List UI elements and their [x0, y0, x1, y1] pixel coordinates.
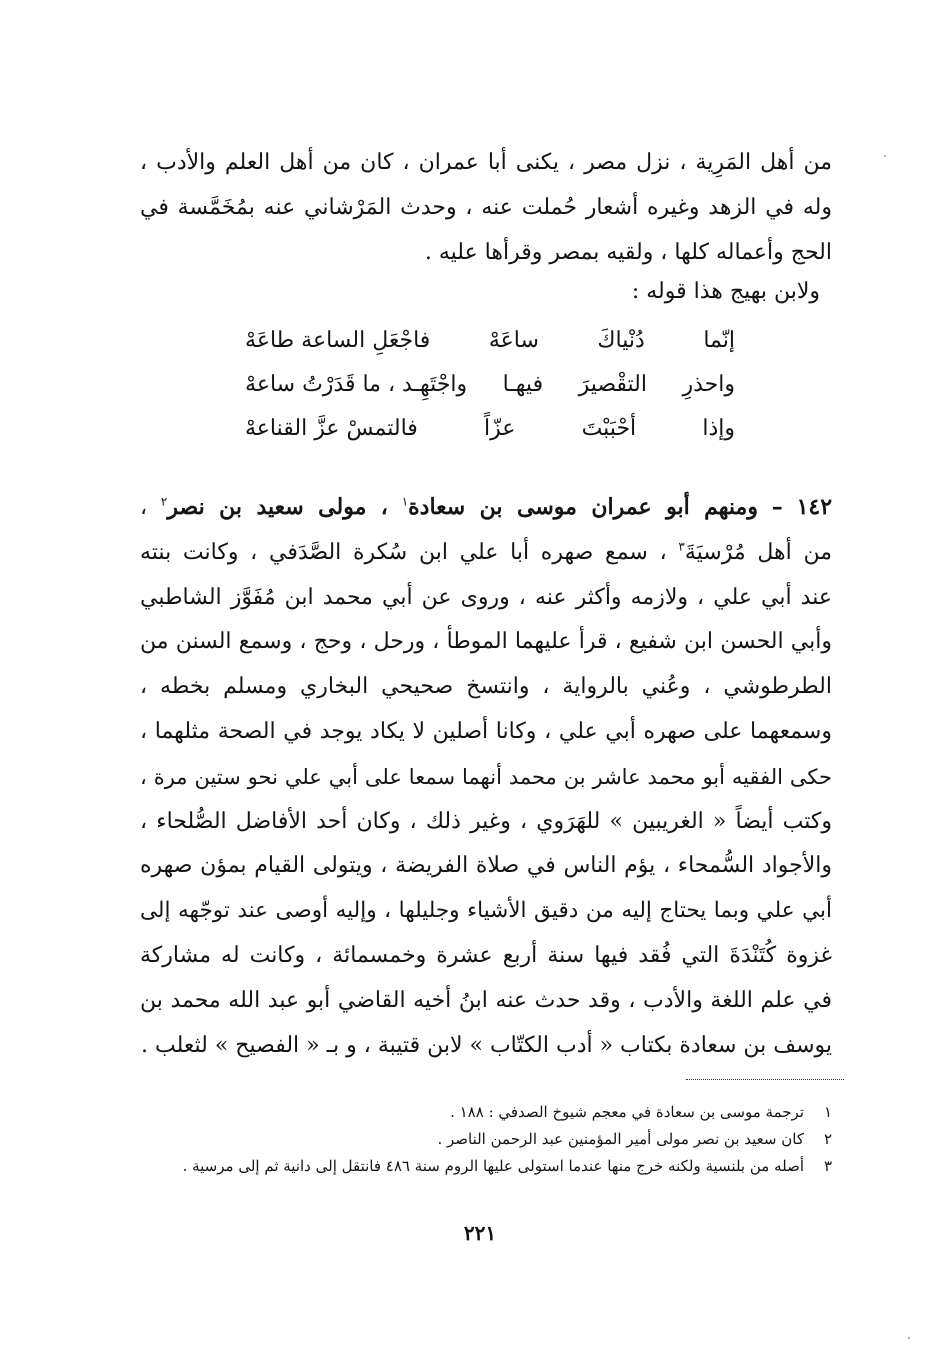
footnote-text: كان سعيد بن نصر مولى أمير المؤمنين عبد الرحمن الناصر . [437, 1130, 804, 1148]
footnote-ref-2[interactable]: ٢ [160, 494, 168, 509]
text-line: الحج وأعماله كلها ، ولقيه بمصر وقرأها عليه . [424, 240, 832, 265]
verse-word: واحذرِ [682, 372, 735, 397]
text-line: وله في الزهد وغيره أشعار حُملت عنه ، وحدث المَرْشاني عنه بمُخَمَّسة في [140, 195, 832, 220]
paragraph-1 [140, 140, 832, 275]
entry-origin-rest: ، سمع صهره أبا علي ابن سُكرة الصَّدَفي ، وكانت بنته [140, 539, 667, 565]
verse-word: واجْتَهِـد ، ما قَدَرْتُ ساعهْ [245, 372, 468, 397]
poem [245, 328, 735, 460]
verse-word: وإذا [702, 416, 735, 441]
verse-word: فالتمسْ عزَّ القناعهْ [245, 416, 418, 441]
scan-speck [884, 155, 886, 157]
footnote-2 [140, 1126, 832, 1153]
text-line: من أهل المَرِية ، نزل مصر ، يكنى أبا عمران ، كان من أهل العلم والأدب ، [140, 150, 832, 175]
poem-verse [245, 416, 735, 460]
entry-heading-tail: ، [140, 495, 148, 520]
verse-word: فيهـا [502, 372, 544, 397]
poem-intro: ولابن بهيج هذا قوله : [631, 279, 820, 304]
verse-word: إنّما [703, 328, 735, 353]
text-line: وسمعهما على صهره أبي علي ، وكانا أصلين لا يكاد يوجد في الصحة مثلهما ، [140, 718, 832, 744]
text-line: الطرطوشي ، وعُني بالرواية ، وانتسخ صحيحي البخاري ومسلم بخطه ، [140, 674, 832, 700]
verse-word: التقْصيرَ [578, 372, 648, 397]
entry-heading-line [140, 485, 832, 531]
verse-word: فاجْعَلِ الساعة طاعَهْ [245, 328, 431, 353]
entry-142 [140, 485, 832, 1068]
footnote-text: أصله من بلنسية ولكنه خرج منها عندما استولى عليها الروم سنة ٤٨٦ فانتقل إلى دانية ثم إلى مرسية . [182, 1157, 804, 1175]
text-line: غزوة كُتَنْدَةَ التي فُقد فيها سنة أربع عشرة وخمسمائة ، وكانت له مشاركة [140, 942, 832, 968]
footnote-number: ١ [823, 1103, 832, 1121]
entry-number: ١٤٢ [796, 494, 833, 520]
poem-verse [245, 372, 735, 416]
verse-word: عزّاً [483, 416, 516, 441]
entry-heading-patron: ، مولى سعيد بن نصر [167, 494, 388, 520]
footnote-ref-3[interactable]: ٣ [678, 539, 685, 554]
footnote-1 [140, 1099, 832, 1126]
scan-speck [908, 1337, 910, 1339]
text-line: أبي علي وبما يحتاج إليه من دقيق الأشياء وجليلها ، وإليه أوصى عند توجّهه إلى [140, 898, 832, 924]
footnotes [140, 1099, 832, 1180]
poem-verse [245, 328, 735, 372]
footnote-number: ٢ [823, 1130, 832, 1148]
text-line: عند أبي علي ، ولازمه وأكثر عنه ، وروى عن أبي محمد ابن مُفَوَّز الشاطبي [140, 584, 832, 610]
verse-word: دُنْياكَ [597, 328, 645, 353]
text-line: يوسف بن سعادة بكتاب « أدب الكتّاب » لابن قتيبة ، و بـ « الفصيح » لثعلب . [141, 1032, 832, 1058]
text-line: حكى الفقيه أبو محمد عاشر بن محمد أنهما سمعا على أبي علي نحو ستين مرة ، [140, 764, 832, 789]
text-line: والأجواد السُّمحاء ، يؤم الناس في صلاة الفريضة ، ويتولى القيام بمؤن صهره [140, 853, 832, 879]
text-line: في علم اللغة والأدب ، وقد حدث عنه ابنُ أخيه القاضي أبو عبد الله محمد بن [140, 987, 832, 1013]
footnote-ref-1[interactable]: ١ [401, 494, 409, 509]
text-line: وأبي الحسن ابن شفيع ، قرأ عليهما الموطأ ، ورحل ، وحج ، وسمع السنن من [140, 629, 833, 655]
verse-word: أحْبَبْتَ [581, 416, 637, 441]
footnote-3 [140, 1153, 832, 1180]
page-number: ٢٢١ [463, 1221, 497, 1245]
footnote-number: ٣ [823, 1157, 832, 1175]
footnote-text: ترجمة موسى بن سعادة في معجم شيوخ الصدفي : ١٨٨ . [450, 1103, 804, 1121]
entry-heading: ومنهم أبو عمران موسى بن سعادة [408, 494, 758, 520]
entry-origin: من أهل مُرْسيَةَ [684, 539, 833, 565]
verse-word: ساعَهْ [488, 328, 539, 353]
text-line: وكتب أيضاً « الغريبين » للهَرَوي ، وغير ذلك ، وكان أحد الأفاضل الصُّلحاء ، [140, 808, 832, 834]
text-line [140, 531, 832, 576]
entry-dash: – [771, 494, 783, 520]
footnote-separator [686, 1079, 844, 1080]
